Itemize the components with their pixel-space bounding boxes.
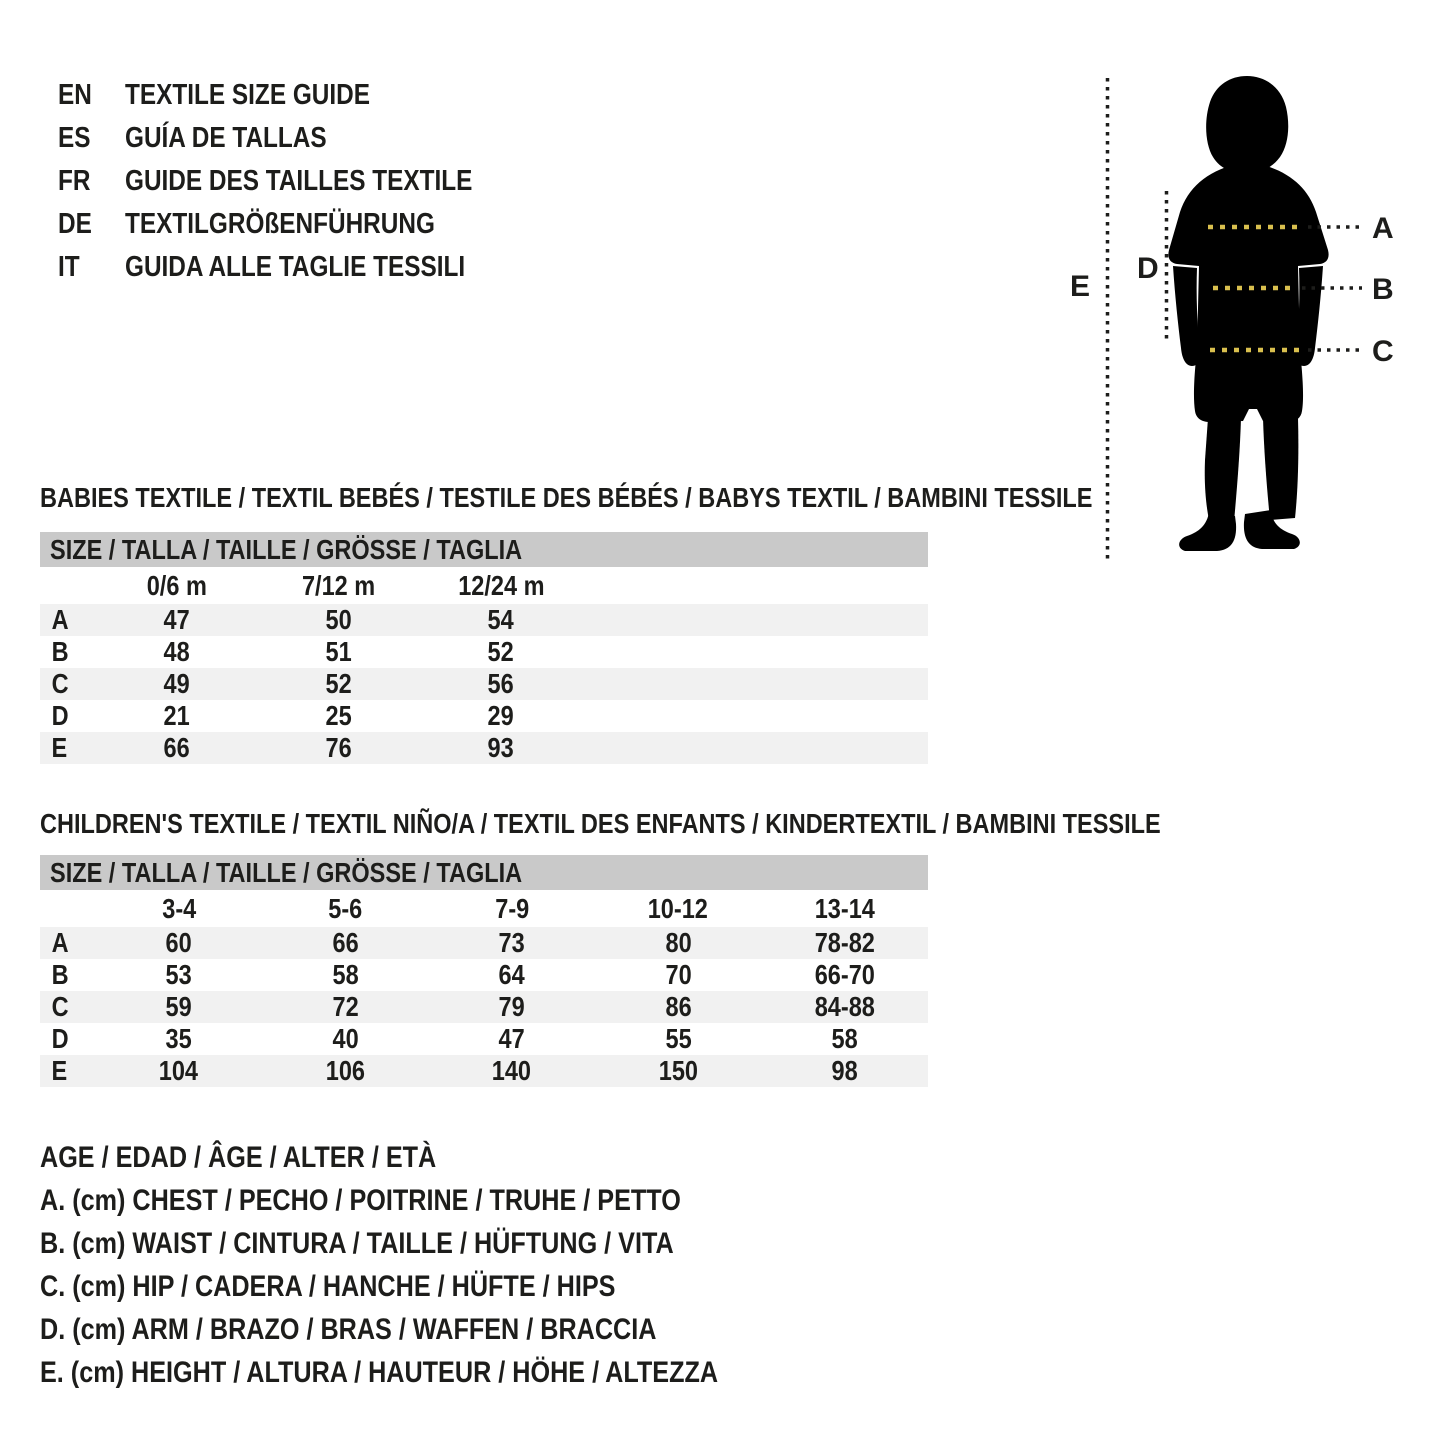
cell: 106 [325,1055,365,1086]
silhouette-head [1206,76,1288,174]
table-row [40,732,928,764]
cell: 59 [165,991,192,1022]
lang-code: DE [58,208,92,240]
babies-section-title: BABIES TEXTILE / TEXTIL BEBÉS / TESTILE DES BÉBÉS / BABYS TEXTIL / BAMBINI TESSILE [40,482,1093,513]
column-header-row [40,890,928,927]
silhouette-left-arm [1173,266,1200,366]
label-c: C [1372,335,1394,368]
cell: 98 [831,1055,858,1086]
cell: 21 [163,700,191,731]
cell: 66 [332,927,359,958]
cell: 48 [163,636,191,667]
column-header: 12/24 m [457,569,545,601]
cell: 104 [159,1055,199,1086]
cell: 66-70 [814,959,875,990]
column-header: 3-4 [161,892,196,924]
table-row [40,927,928,959]
lang-code: EN [58,79,92,111]
lang-label: GUIDE DES TAILLES TEXTILE [125,165,473,197]
row-label: E [51,732,68,763]
row-label: D [51,700,69,731]
cell: 58 [332,959,359,990]
cell: 49 [163,668,191,699]
cell: 40 [332,1023,359,1054]
cell: 35 [165,1023,192,1054]
row-label: B [51,959,69,990]
cell: 54 [487,604,515,635]
column-header: 10-12 [648,892,709,924]
babies-size-table [40,532,928,764]
label-b: B [1372,273,1394,306]
cell: 52 [325,668,353,699]
children-size-table [40,855,928,1087]
column-header: 5-6 [328,892,363,924]
legend-arm: D. (cm) ARM / BRAZO / BRAS / WAFFEN / BRACCIA [40,1312,657,1346]
label-d: D [1137,252,1159,285]
cell: 29 [487,700,515,731]
cell: 150 [658,1055,698,1086]
cell: 51 [325,636,353,667]
row-label: C [51,991,69,1022]
row-label: A [51,604,69,635]
lang-code: ES [58,122,91,154]
child-measurement-figure [1050,60,1445,600]
cell: 86 [665,991,692,1022]
lang-code: IT [58,251,80,283]
size-header-band: SIZE / TALLA / TAILLE / GRÖSSE / TAGLIA [40,855,928,890]
silhouette-left-foot [1179,512,1236,551]
lang-label: GUÍA DE TALLAS [125,122,327,154]
cell: 50 [325,604,353,635]
cell: 52 [487,636,515,667]
label-e: E [1070,270,1091,303]
cell: 66 [163,732,191,763]
cell: 84-88 [814,991,875,1022]
lang-label: GUIDA ALLE TAGLIE TESSILI [125,251,466,283]
legend-hip: C. (cm) HIP / CADERA / HANCHE / HÜFTE / HIPS [40,1269,616,1303]
language-guide [58,74,539,289]
column-header: 13-14 [814,892,875,924]
column-header: 7/12 m [302,569,376,601]
table-row [40,604,928,636]
cell: 78-82 [814,927,875,958]
lang-item-es [58,117,539,160]
lang-item-fr [58,160,539,203]
table-row [40,1023,928,1055]
lang-label: TEXTILGRÖßENFÜHRUNG [125,208,435,240]
legend-height: E. (cm) HEIGHT / ALTURA / HAUTEUR / HÖHE / ALTEZZA [40,1355,719,1389]
cell: 80 [665,927,692,958]
cell: 72 [332,991,359,1022]
lang-code: FR [58,165,91,197]
column-header-row [40,567,928,604]
legend-age: AGE / EDAD / ÂGE / ALTER / ETÀ [40,1140,437,1174]
lang-item-de [58,203,539,246]
measurement-legend [40,1136,847,1394]
cell: 73 [498,927,525,958]
cell: 93 [487,732,515,763]
legend-waist: B. (cm) WAIST / CINTURA / TAILLE / HÜFTUNG / VITA [40,1226,674,1260]
table-row [40,1055,928,1087]
table-row [40,959,928,991]
legend-chest: A. (cm) CHEST / PECHO / POITRINE / TRUHE / PETTO [40,1183,681,1217]
cell: 64 [498,959,525,990]
table-row [40,991,928,1023]
label-a: A [1372,212,1394,245]
cell: 25 [325,700,353,731]
row-label: B [51,636,69,667]
children-section-title: CHILDREN'S TEXTILE / TEXTIL NIÑO/A / TEXTIL DES ENFANTS / KINDERTEXTIL / BAMBINI TESSILE [40,808,1161,839]
column-header: 0/6 m [146,569,208,601]
cell: 56 [487,668,515,699]
row-label: C [51,668,69,699]
table-row [40,636,928,668]
child-silhouette [1168,76,1328,551]
cell: 79 [498,991,525,1022]
lang-item-it [58,246,539,289]
cell: 76 [325,732,353,763]
row-label: D [51,1023,69,1054]
row-label: E [51,1055,68,1086]
size-header-band: SIZE / TALLA / TAILLE / GRÖSSE / TAGLIA [40,532,928,567]
cell: 140 [492,1055,532,1086]
cell: 47 [163,604,191,635]
row-label: A [51,927,69,958]
cell: 58 [831,1023,858,1054]
cell: 60 [165,927,192,958]
lang-item-en [58,74,539,117]
table-row [40,668,928,700]
cell: 55 [665,1023,692,1054]
cell: 47 [498,1023,525,1054]
table-row [40,700,928,732]
cell: 70 [665,959,692,990]
column-header: 7-9 [494,892,529,924]
lang-label: TEXTILE SIZE GUIDE [125,79,370,111]
cell: 53 [165,959,192,990]
